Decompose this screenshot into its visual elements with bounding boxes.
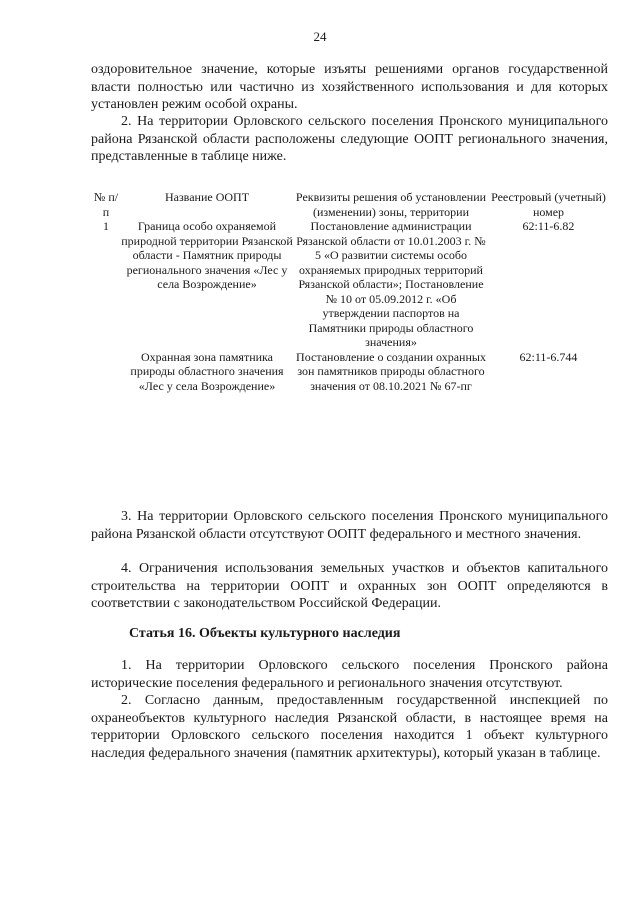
cell-registry: 62:11-6.744 bbox=[519, 349, 578, 364]
article-heading: Статья 16. Объекты культурного наследия bbox=[129, 626, 401, 641]
header-name: Название ООПТ bbox=[164, 190, 250, 204]
paragraph-item-4: 4. Ограничения использования земельных участков и объектов капитального строительства на территории ООПТ и охранных зон ООПТ определяются в соответствии с законодательством Российской Федерации. bbox=[91, 561, 608, 611]
oopt-table bbox=[91, 190, 608, 393]
paragraph-article-item-2: 2. Согласно данным, предоставленным государственной инспекцией по охранеобъектов культурного наследия Рязанской области, в настоящее время на территории Орловского сельского поселения находится 1 объект культурного наследия федерального значения (памятник архитектуры), который указан в таблице. bbox=[91, 693, 608, 761]
table-row bbox=[91, 219, 608, 350]
header-num: № п/п bbox=[93, 190, 119, 219]
paragraph-item-3: 3. На территории Орловского сельского поселения Пронского муниципального района Рязанской области отсутствуют ООПТ федерального и местного значения. bbox=[91, 509, 608, 542]
paragraph-article-item-1: 1. На территории Орловского сельского поселения Пронского района исторические поселения федерального и регионального значения отсутствуют. bbox=[91, 658, 608, 691]
page-number: 24 bbox=[313, 29, 327, 44]
cell-num bbox=[91, 350, 121, 394]
cell-registry: 62:11-6.82 bbox=[522, 219, 575, 233]
table-row bbox=[91, 350, 608, 394]
cell-num: 1 bbox=[103, 219, 109, 233]
cell-name: Охранная зона памятника природы областного значения «Лес у села Возрождение» bbox=[130, 349, 284, 393]
paragraph-item-2: 2. На территории Орловского сельского поселения Пронского муниципального района Рязанской области расположены следующие ООПТ регионального значения, представленные в таблице ниже. bbox=[91, 114, 608, 164]
table-header-row bbox=[91, 190, 608, 219]
cell-requisites: Постановление администрации Рязанской области от 10.01.2003 г. № 5 «О развитии системы особо охраняемых природных территорий Рязанской области»; Постановление № 10 от 05.09.2012 г. «Об утверждении паспортов на Памятники природы областного значения» bbox=[296, 219, 486, 349]
cell-name: Граница особо охраняемой природной территории Рязанской области - Памятник природы регионального значения «Лес у села Возрождение» bbox=[121, 219, 293, 291]
paragraph-continuation: оздоровительное значение, которые изъяты решениями органов государственной власти полностью или частично из хозяйственного использования и для которых установлен режим особой охраны. bbox=[91, 62, 608, 112]
header-requisites: Реквизиты решения об установлении (изменении) зоны, территории bbox=[295, 190, 487, 219]
cell-requisites: Постановление о создании охранных зон памятников природы областного значения от 08.10.2021 № 67-пг bbox=[296, 349, 486, 393]
header-registry: Реестровый (учетный) номер bbox=[491, 190, 606, 219]
